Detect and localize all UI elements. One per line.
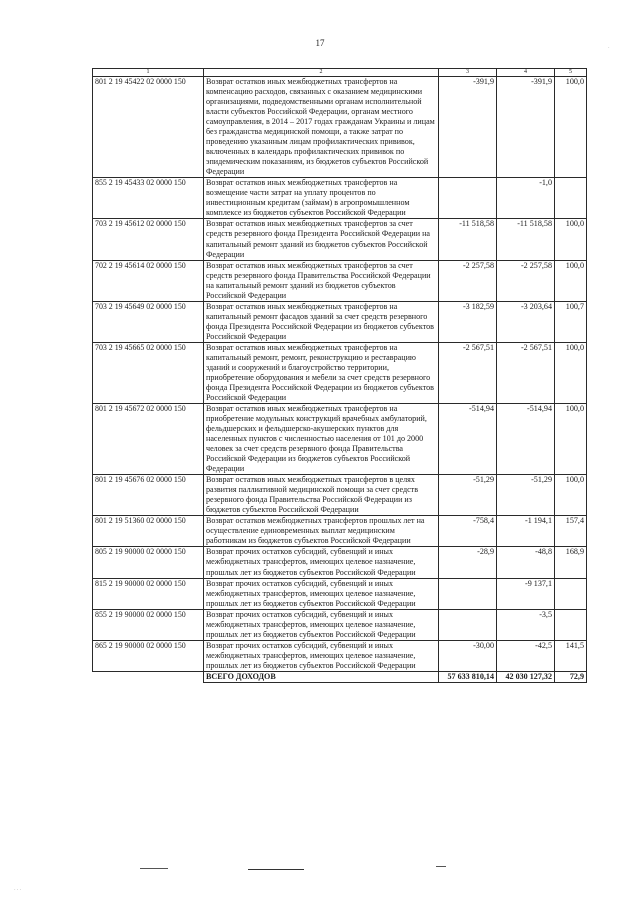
row-name: Возврат остатков иных межбюджетных трансфертов на компенсацию расходов, связанных с оказанием медицинскими организациями, подведомственными органам исполнительной власти субъектов Российской Федерации, органам местного самоуправления, в 2014 – 2017 годах гражданам Украины и лицам без гражданства медицинской помощи, а также затрат по проведению указанным лицам профилактических прививок, включенных в календарь профилактических прививок по эпидемическим показаниям, из бюджетов субъектов Российской Федерации (204, 77, 439, 178)
table-row (93, 516, 587, 547)
row-col4-value: -51,29 (497, 475, 555, 516)
row-code: 865 2 19 90000 02 0000 150 (93, 640, 204, 671)
signature-line (248, 869, 304, 870)
row-col4-value: -3 203,64 (497, 301, 555, 342)
row-code: 703 2 19 45665 02 0000 150 (93, 342, 204, 403)
row-col5-percent: 100,0 (555, 404, 587, 475)
row-col5-percent: 157,4 (555, 516, 587, 547)
row-name: Возврат остатков иных межбюджетных трансфертов на возмещение части затрат на уплату процентов по инвестиционным кредитам (займам) в агропромышленном комплексе из бюджетов субъектов Российской Федерации (204, 178, 439, 219)
row-col5-percent: 100,0 (555, 219, 587, 260)
row-col3-value: -3 182,59 (439, 301, 497, 342)
row-col3-value: -11 518,58 (439, 219, 497, 260)
row-code: 703 2 19 45612 02 0000 150 (93, 219, 204, 260)
table-row (93, 77, 587, 178)
row-name: Возврат прочих остатков субсидий, субвенций и иных межбюджетных трансфертов, имеющих целевое назначение, прошлых лет из бюджетов субъектов Российской Федерации (204, 609, 439, 640)
row-col3-value (439, 609, 497, 640)
row-col3-value: -28,9 (439, 547, 497, 578)
column-number-header-row (93, 69, 587, 77)
table-row (93, 301, 587, 342)
row-col5-percent: 141,5 (555, 640, 587, 671)
row-code: 801 2 19 51360 02 0000 150 (93, 516, 204, 547)
row-name: Возврат остатков иных межбюджетных трансфертов на приобретение модульных конструкций врачебных амбулаторий, фельдшерских и фельдшерско-акушерских пунктов для населенных пунктов с численностью населения от 101 до 2000 человек за счет средств резервного фонда Правительства Российской Федерации из бюджетов субъектов Российской Федерации (204, 404, 439, 475)
row-col4-value: -3,5 (497, 609, 555, 640)
margin-mark (436, 866, 446, 867)
row-col3-value: -2 567,51 (439, 342, 497, 403)
row-name: Возврат остатков межбюджетных трансфертов прошлых лет на осуществление единовременных выплат медицинским работникам из бюджетов субъектов Российской Федерации (204, 516, 439, 547)
row-col4-value: -2 257,58 (497, 260, 555, 301)
table-row (93, 260, 587, 301)
row-name: Возврат прочих остатков субсидий, субвенций и иных межбюджетных трансфертов, имеющих целевое назначение, прошлых лет из бюджетов субъектов Российской Федерации (204, 578, 439, 609)
row-col3-value: -391,9 (439, 77, 497, 178)
row-name: Возврат остатков иных межбюджетных трансфертов за счет средств резервного фонда Президента Российской Федерации на капитальный ремонт зданий из бюджетов субъектов Российской Федерации (204, 219, 439, 260)
row-col4-value: -48,8 (497, 547, 555, 578)
header-col-1: 1 (93, 69, 204, 77)
row-code: 801 2 19 45422 02 0000 150 (93, 77, 204, 178)
table-row (93, 475, 587, 516)
table-row (93, 404, 587, 475)
row-col4-value: -42,5 (497, 640, 555, 671)
row-col5-percent: 168,9 (555, 547, 587, 578)
row-col4-value: -514,94 (497, 404, 555, 475)
row-col4-value: -9 137,1 (497, 578, 555, 609)
row-col4-value: -391,9 (497, 77, 555, 178)
revenue-table (92, 68, 587, 683)
table-row (93, 609, 587, 640)
total-row (93, 671, 587, 682)
row-col5-percent: 100,0 (555, 342, 587, 403)
row-col5-percent (555, 178, 587, 219)
row-name: Возврат остатков иных межбюджетных трансфертов за счет средств резервного фонда Правительства Российской Федерации на капитальный ремонт зданий из бюджетов субъектов Российской Федерации (204, 260, 439, 301)
row-code: 805 2 19 90000 02 0000 150 (93, 547, 204, 578)
row-col5-percent: 100,0 (555, 260, 587, 301)
header-col-4: 4 (497, 69, 555, 77)
row-col5-percent: 100,0 (555, 77, 587, 178)
row-name: Возврат остатков иных межбюджетных трансфертов в целях развития паллиативной медицинской помощи за счет средств резервного фонда Правительства Российской Федерации из бюджетов субъектов Российской Федерации (204, 475, 439, 516)
row-col3-value: -51,29 (439, 475, 497, 516)
table-row (93, 178, 587, 219)
table-row (93, 342, 587, 403)
row-code: 801 2 19 45676 02 0000 150 (93, 475, 204, 516)
page-number: 17 (315, 38, 325, 48)
row-code: 855 2 19 45433 02 0000 150 (93, 178, 204, 219)
table-row (93, 219, 587, 260)
row-col4-value: -1 194,1 (497, 516, 555, 547)
row-code: 855 2 19 90000 02 0000 150 (93, 609, 204, 640)
table-row (93, 640, 587, 671)
row-col5-percent: 100,0 (555, 475, 587, 516)
row-col4-value: -1,0 (497, 178, 555, 219)
header-col-2: 2 (204, 69, 439, 77)
row-col3-value: -758,4 (439, 516, 497, 547)
row-code: 702 2 19 45614 02 0000 150 (93, 260, 204, 301)
row-col3-value: -514,94 (439, 404, 497, 475)
row-name: Возврат остатков иных межбюджетных трансфертов на капитальный ремонт фасадов зданий за счет средств резервного фонда Президента Российской Федерации из бюджетов субъектов Российской Федерации (204, 301, 439, 342)
scan-speck: · · · (14, 888, 22, 893)
row-col3-value: -2 257,58 (439, 260, 497, 301)
row-code: 815 2 19 90000 02 0000 150 (93, 578, 204, 609)
total-col3-value: 57 633 810,14 (439, 671, 497, 682)
scan-speck: · (608, 46, 610, 51)
total-col5-percent: 72,9 (555, 671, 587, 682)
row-code: 703 2 19 45649 02 0000 150 (93, 301, 204, 342)
row-col5-percent (555, 578, 587, 609)
table-row (93, 547, 587, 578)
row-name: Возврат остатков иных межбюджетных трансфертов на капитальный ремонт, ремонт, реконструкцию и реставрацию зданий и сооружений и благоустройство территории, приобретение оборудования и мебели за счет средств резервного фонда Президента Российской Федерации из бюджетов субъектов Российской Федерации (204, 342, 439, 403)
total-label: ВСЕГО ДОХОДОВ (204, 671, 439, 682)
row-col5-percent: 100,7 (555, 301, 587, 342)
header-col-5: 5 (555, 69, 587, 77)
row-col4-value: -2 567,51 (497, 342, 555, 403)
row-col3-value (439, 578, 497, 609)
header-col-3: 3 (439, 69, 497, 77)
row-name: Возврат прочих остатков субсидий, субвенций и иных межбюджетных трансфертов, имеющих целевое назначение, прошлых лет из бюджетов субъектов Российской Федерации (204, 547, 439, 578)
row-col4-value: -11 518,58 (497, 219, 555, 260)
table-row (93, 578, 587, 609)
row-col3-value (439, 178, 497, 219)
margin-mark (140, 868, 168, 869)
row-col5-percent (555, 609, 587, 640)
row-name: Возврат прочих остатков субсидий, субвенций и иных межбюджетных трансфертов, имеющих целевое назначение, прошлых лет из бюджетов субъектов Российской Федерации (204, 640, 439, 671)
row-col3-value: -30,00 (439, 640, 497, 671)
total-empty-cell (93, 671, 204, 682)
total-col4-value: 42 030 127,32 (497, 671, 555, 682)
row-code: 801 2 19 45672 02 0000 150 (93, 404, 204, 475)
